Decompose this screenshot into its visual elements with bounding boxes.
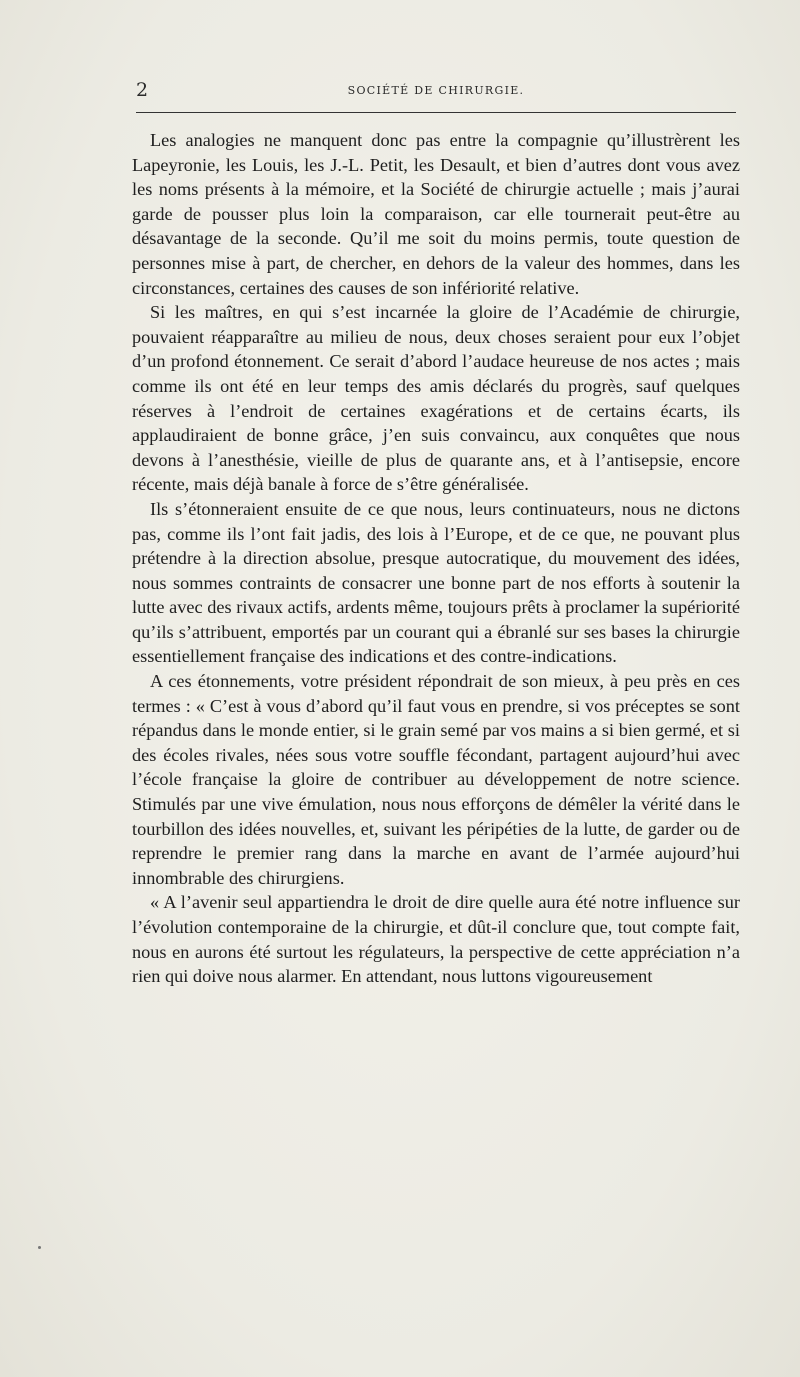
page-number: 2 <box>136 79 149 101</box>
ink-speck <box>38 1246 41 1249</box>
paragraph: Les analogies ne manquent donc pas entre la compagnie qu’illustrèrent les Lapeyronie, les Louis, les J.-L. Petit, les Desault, et bien d’autres dont vous avez les noms présents à la mémoire, et la Société de chirurgie actuelle ; mais j’aurai garde de pousser plus loin la comparaison, car elle tournerait peut-être au désavantage de la seconde. Qu’il me soit du moins permis, toute question de personnes mise à part, de chercher, en dehors de la valeur des hommes, dans les circonstances, certaines des causes de son infériorité relative. <box>132 130 740 298</box>
header-rule <box>136 112 736 113</box>
paragraph: Si les maîtres, en qui s’est incarnée la gloire de l’Académie de chirurgie, pouvaient réapparaître au milieu de nous, deux choses seraient pour eux l’objet d’un profond étonnement. Ce serait d’abord l’audace heureuse de nos actes ; mais comme ils ont été en leur temps des amis déclarés du progrès, sauf quelques réserves à l’endroit de certaines exagérations et de certains écarts, ils applaudiraient de bonne grâce, j’en suis convaincu, aux conquêtes que nous devons à l’anesthésie, vieille de plus de quarante ans, et à l’antisepsie, encore récente, mais déjà banale à force de s’être généralisée. <box>132 302 740 495</box>
body-text <box>132 128 740 989</box>
page-header <box>136 80 736 102</box>
paragraph: « A l’avenir seul appartiendra le droit de dire quelle aura été notre influence sur l’évolution contemporaine de la chirurgie, et dût-il conclure que, tout compte fait, nous en aurons été surtout les régulateurs, la perspective de cette appréciation n’a rien qui doive nous alarmer. En attendant, nous luttons vigoureusement <box>132 892 740 987</box>
paragraph: Ils s’étonneraient ensuite de ce que nous, leurs continuateurs, nous ne dictons pas, comme ils l’ont fait jadis, des lois à l’Europe, et de ce que, ne pouvant plus prétendre à la direction absolue, presque autocratique, du mouvement des idées, nous sommes contraints de consacrer une bonne part de nos efforts à soutenir la lutte avec des rivaux actifs, ardents même, toujours prêts à proclamer la supériorité qu’ils s’attribuent, emportés par un courant qui a ébranlé sur ses bases la chirurgie essentiellement française des indications et des contre-indications. <box>132 498 740 667</box>
paragraph: A ces étonnements, votre président répondrait de son mieux, à peu près en ces termes : « C’est à vous d’abord qu’il faut vous en prendre, si vos préceptes se sont répandus dans le monde entier, si le grain semé par vos mains a si bien germé, et si des écoles rivales, nées sous votre souffle fécondant, partagent aujourd’hui avec l’école française la gloire de contribuer au développement de notre science. Stimulés par une vive émulation, nous nous efforçons de démêler la vérité dans le tourbillon des idées nouvelles, et, suivant les péripéties de la lutte, de garder ou de reprendre le premier rang dans la marche en avant de l’armée aujourd’hui innombrable des chirurgiens. <box>132 671 740 888</box>
running-title: SOCIÉTÉ DE CHIRURGIE. <box>347 84 525 97</box>
